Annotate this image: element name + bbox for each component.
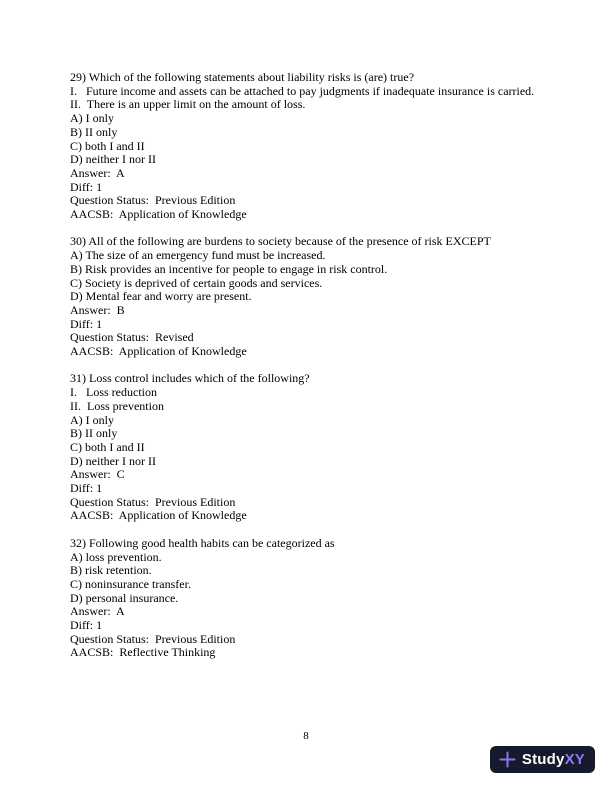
question-block-31 bbox=[70, 372, 595, 523]
page-content bbox=[70, 71, 595, 674]
diff-line: Diff: 1 bbox=[70, 179, 103, 194]
statement-item: I. Future income and assets can be attached to pay judgments if inadequate insurance is carried. bbox=[70, 83, 535, 98]
choice-c: C) noninsurance transfer. bbox=[70, 576, 191, 591]
choice-c: C) Society is deprived of certain goods and services. bbox=[70, 275, 323, 290]
brand-name-accent: XY bbox=[564, 751, 585, 768]
choice-b: B) II only bbox=[70, 426, 118, 441]
choice-b: B) Risk provides an incentive for people to engage in risk control. bbox=[70, 261, 388, 276]
statement-item: I. Loss reduction bbox=[70, 385, 157, 400]
choice-a: A) I only bbox=[70, 111, 114, 126]
diff-line: Diff: 1 bbox=[70, 481, 103, 496]
aacsb-line: AACSB: Application of Knowledge bbox=[70, 207, 247, 222]
brand-wordmark bbox=[522, 752, 585, 767]
aacsb-line: AACSB: Application of Knowledge bbox=[70, 508, 247, 523]
question-block-29 bbox=[70, 71, 595, 222]
question-status-line: Question Status: Previous Edition bbox=[70, 193, 236, 208]
question-block-30 bbox=[70, 235, 595, 358]
choice-d: D) Mental fear and worry are present. bbox=[70, 289, 252, 304]
answer-line: Answer: A bbox=[70, 165, 125, 180]
question-text: 30) All of the following are burdens to society because of the presence of risk EXCEPT bbox=[70, 234, 491, 249]
diff-line: Diff: 1 bbox=[70, 618, 103, 633]
diff-line: Diff: 1 bbox=[70, 316, 103, 331]
choice-d: D) neither I nor II bbox=[70, 453, 156, 468]
choice-a: A) I only bbox=[70, 412, 114, 427]
statement-item: II. Loss prevention bbox=[70, 398, 164, 413]
choice-a: A) The size of an emergency fund must be increased. bbox=[70, 248, 326, 263]
choice-b: B) II only bbox=[70, 124, 118, 139]
choice-d: D) neither I nor II bbox=[70, 152, 156, 167]
choice-c: C) both I and II bbox=[70, 138, 145, 153]
question-block-32 bbox=[70, 537, 595, 660]
question-status-line: Question Status: Previous Edition bbox=[70, 631, 236, 646]
choice-a: A) loss prevention. bbox=[70, 549, 162, 564]
choice-d: D) personal insurance. bbox=[70, 590, 179, 605]
studyxy-brand-badge bbox=[490, 746, 595, 773]
aacsb-line: AACSB: Application of Knowledge bbox=[70, 344, 247, 359]
aacsb-line: AACSB: Reflective Thinking bbox=[70, 645, 216, 660]
answer-line: Answer: A bbox=[70, 604, 125, 619]
question-text: 31) Loss control includes which of the following? bbox=[70, 371, 310, 386]
question-status-line: Question Status: Revised bbox=[70, 330, 194, 345]
choice-b: B) risk retention. bbox=[70, 563, 152, 578]
plus-icon bbox=[499, 751, 516, 768]
answer-line: Answer: B bbox=[70, 302, 125, 317]
question-text: 29) Which of the following statements about liability risks is (are) true? bbox=[70, 70, 415, 84]
page-number: 8 bbox=[303, 730, 309, 742]
choice-c: C) both I and II bbox=[70, 439, 145, 454]
question-text: 32) Following good health habits can be categorized as bbox=[70, 535, 335, 550]
question-status-line: Question Status: Previous Edition bbox=[70, 494, 236, 509]
statement-item: II. There is an upper limit on the amount of loss. bbox=[70, 97, 306, 112]
answer-line: Answer: C bbox=[70, 467, 125, 482]
brand-name-primary: Study bbox=[521, 751, 565, 768]
